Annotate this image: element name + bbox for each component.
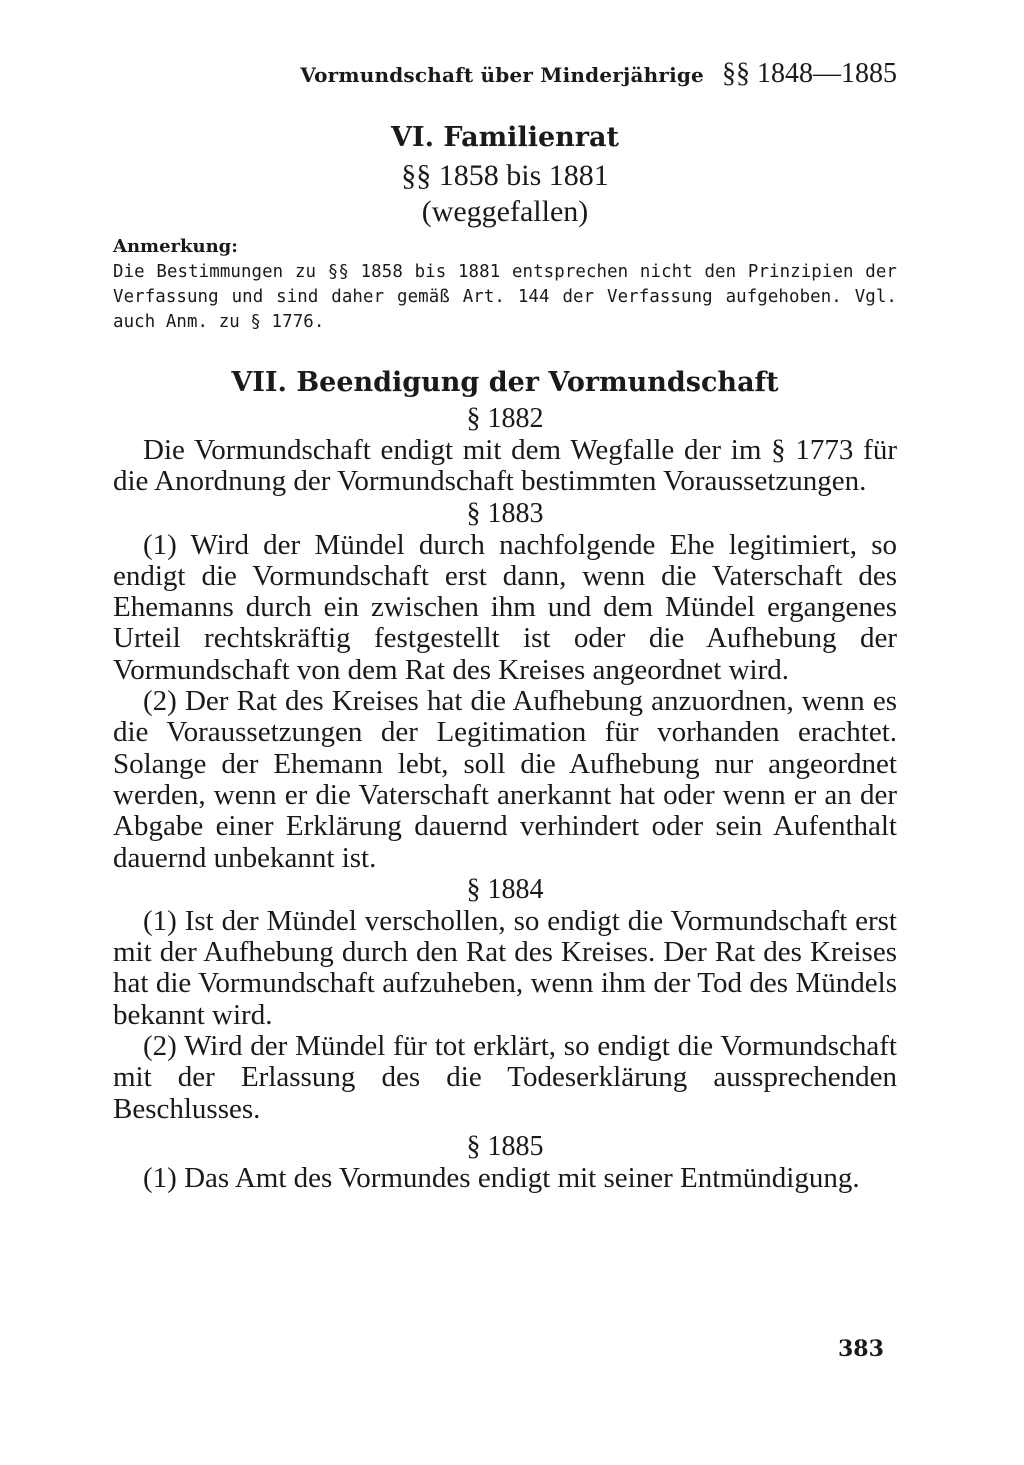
paragraph-1884-abs2: (2) Wird der Mündel für tot erklärt, so endigt die Vormundschaft mit der Erlassung des die Todeserklärung aussprechenden Beschlusses.: [113, 1030, 897, 1125]
running-header: [283, 58, 897, 102]
document-page: [113, 58, 897, 1194]
running-header-title: Vormundschaft über Minderjährige: [300, 63, 704, 87]
section-vi-range: §§ 1858 bis 1881: [401, 159, 609, 192]
paragraph-1882-heading: § 1882: [466, 403, 544, 434]
section-vi-title: VI. Familienrat: [391, 122, 619, 153]
paragraph-1883-heading: § 1883: [466, 497, 544, 529]
paragraph-1883-abs2: (2) Der Rat des Kreises hat die Aufhebung anzuordnen, wenn es die Voraussetzungen der Legitimation für vorhanden erachtet. Solange der Ehemann lebt, soll die Aufhebung nur angeordnet werden, wenn er die Vaterschaft anerkannt hat oder wenn er an der Abgabe einer Erklärung dauernd verhindert oder sein Aufenthalt dauernd unbekannt ist.: [113, 685, 897, 874]
paragraph-1884-abs1: (1) Ist der Mündel verschollen, so endigt die Vormundschaft erst mit der Aufhebung durch den Rat des Kreises. Der Rat des Kreises hat die Vormundschaft aufzuheben, wenn ihm der Tod des Mündels bekannt wird.: [113, 904, 897, 1031]
paragraph-1883-abs1: (1) Wird der Mündel durch nachfolgende Ehe legitimiert, so endigt die Vormundschaft erst dann, wenn die Vaterschaft des Ehemanns durch ein zwischen ihm und dem Mündel ergangenes Urteil rechtskräftig festgestellt ist oder die Aufhebung der Vormundschaft von dem Rat des Kreises angeordnet wird.: [113, 528, 897, 686]
note-text: Die Bestimmungen zu §§ 1858 bis 1881 entsprechen nicht den Prinzipien der Verfassung und sind daher gemäß Art. 144 der Verfassung aufgehoben. Vgl. auch Anm. zu § 1776.: [113, 262, 897, 332]
paragraph-1885-heading: § 1885: [466, 1130, 544, 1162]
section-vii-title: VII. Beendigung der Vormundschaft: [231, 367, 779, 398]
note-label: Anmerkung:: [113, 236, 238, 257]
paragraph-1885-abs1: (1) Das Amt des Vormundes endigt mit seiner Entmündigung.: [143, 1161, 860, 1194]
page-number: 383: [838, 1336, 884, 1362]
paragraph-1882-text: Die Vormundschaft endigt mit dem Wegfalle der im § 1773 für die Anordnung der Vormundschaft bestimmten Voraussetzungen.: [113, 434, 897, 498]
paragraph-1884-heading: § 1884: [466, 873, 544, 905]
running-header-range: §§ 1848—1885: [722, 58, 897, 89]
section-vi-status: (weggefallen): [421, 195, 589, 228]
